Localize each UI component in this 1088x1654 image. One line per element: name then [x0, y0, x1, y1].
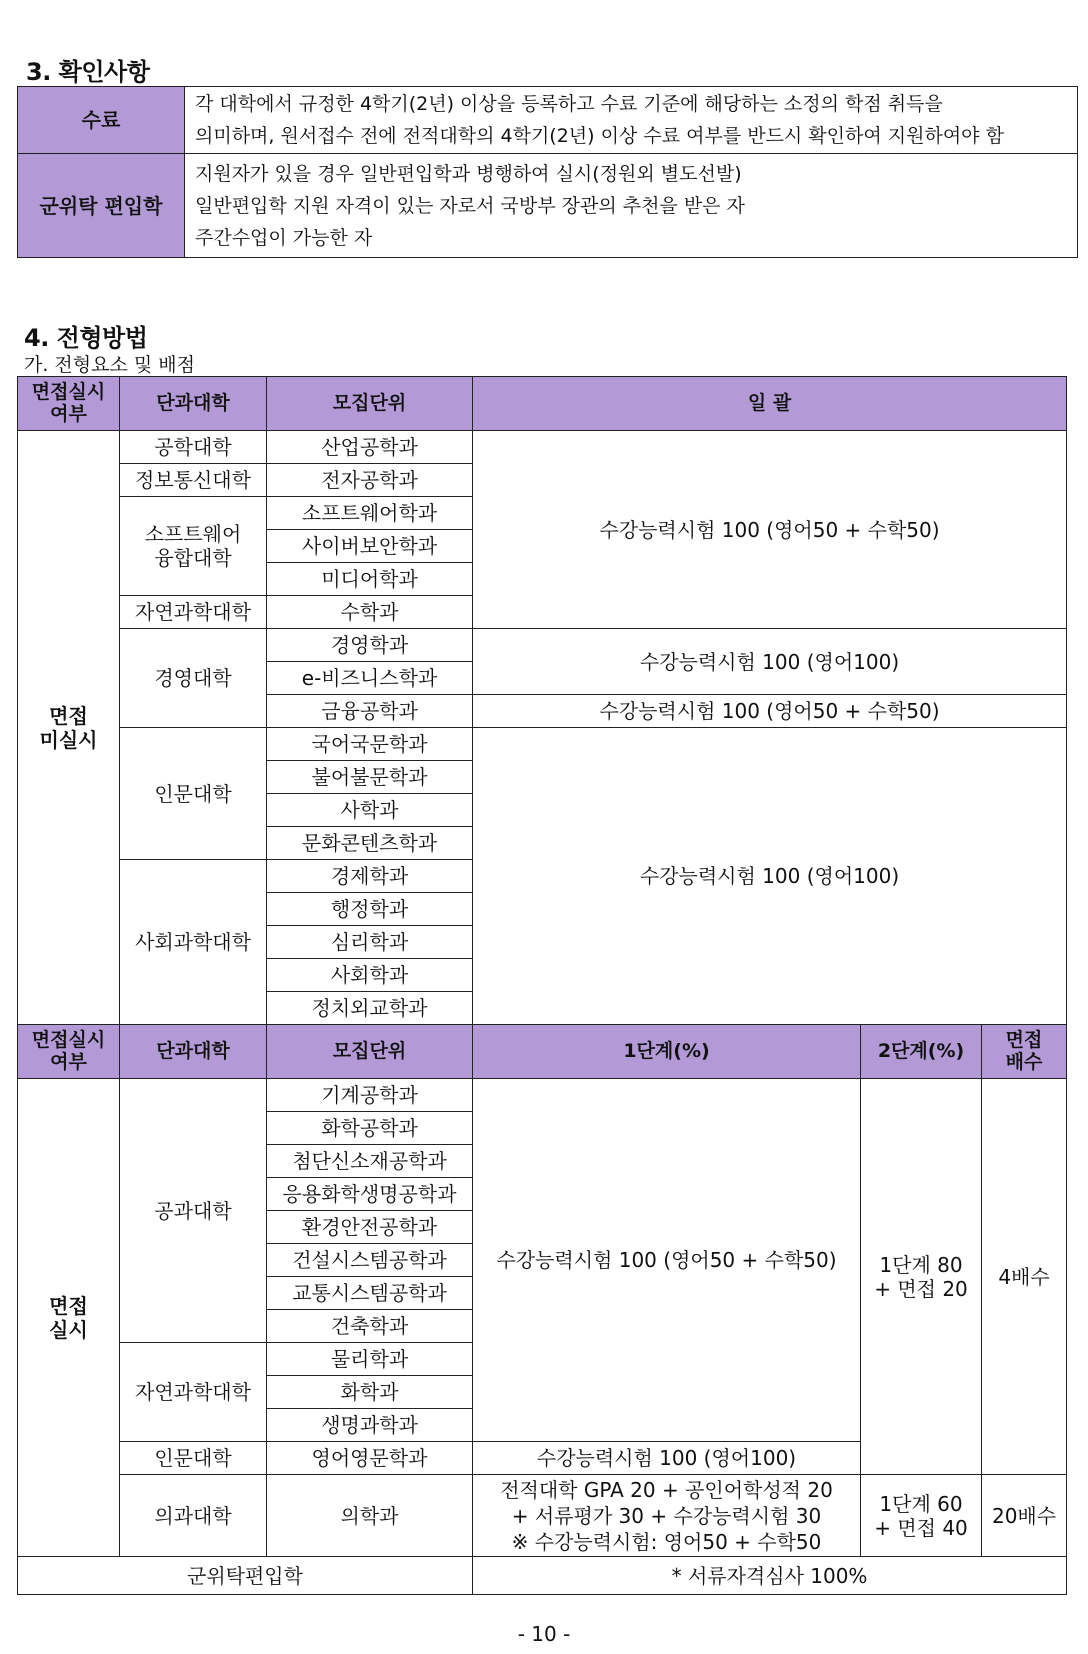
- college-cell: 공학대학: [120, 431, 267, 464]
- table-header-row: [18, 1025, 1067, 1079]
- unit-cell: 정치외교학과: [267, 992, 473, 1025]
- unit-cell: 영어영문학과: [267, 1442, 473, 1475]
- unit-cell: 행정학과: [267, 893, 473, 926]
- unit-cell: 기계공학과: [267, 1079, 473, 1112]
- header-multiple: 면접 배수: [982, 1025, 1067, 1079]
- unit-cell: 수학과: [267, 596, 473, 629]
- multiple-cell: 4배수: [982, 1079, 1067, 1475]
- interview-label: 면접 실시: [18, 1079, 120, 1557]
- unit-cell: 문화콘텐츠학과: [267, 827, 473, 860]
- unit-cell: 화학공학과: [267, 1112, 473, 1145]
- text-line: 의미하며, 원서접수 전에 전적대학의 4학기(2년) 이상 수료 여부를 반드시 확인하여 지원하여야 함: [195, 125, 1004, 147]
- unit-cell: 경제학과: [267, 860, 473, 893]
- college-cell: 인문대학: [120, 1442, 267, 1475]
- college-cell: 사회과학대학: [120, 860, 267, 1025]
- unit-cell: 건축학과: [267, 1310, 473, 1343]
- page-number: - 10 -: [517, 1622, 571, 1646]
- college-cell: 경영대학: [120, 629, 267, 728]
- table-row: [18, 1475, 1067, 1557]
- completion-description: [185, 87, 1078, 154]
- unit-cell: 교통시스템공학과: [267, 1277, 473, 1310]
- unit-cell: 전자공학과: [267, 464, 473, 497]
- text-line: 일반편입학 지원 자격이 있는 자로서 국방부 장관의 추천을 받은 자: [195, 194, 745, 217]
- stage1-cell: 수강능력시험 100 (영어100): [473, 1442, 861, 1475]
- college-cell: 의과대학: [120, 1475, 267, 1557]
- table-header-row: [18, 377, 1067, 431]
- unit-cell: 사이버보안학과: [267, 530, 473, 563]
- unit-cell: 미디어학과: [267, 563, 473, 596]
- unit-cell: 소프트웨어학과: [267, 497, 473, 530]
- table-row: [18, 1557, 1067, 1595]
- method-cell: 수강능력시험 100 (영어100): [473, 728, 1067, 1025]
- unit-cell: 첨단신소재공학과: [267, 1145, 473, 1178]
- stage2-cell: 1단계 60 + 면접 40: [861, 1475, 982, 1557]
- section-3-title: 3. 확인사항: [26, 58, 150, 86]
- military-description: [185, 154, 1078, 258]
- military-label: 군위탁편입학: [18, 1557, 473, 1595]
- text-line: 각 대학에서 규정한 4학기(2년) 이상을 등록하고 수료 기준에 해당하는 소정의 학점 취득을: [195, 93, 943, 115]
- text-line: 주간수업이 가능한 자: [195, 226, 373, 249]
- header-stage1: 1단계(%): [473, 1025, 861, 1079]
- unit-cell: 산업공학과: [267, 431, 473, 464]
- unit-cell: 화학과: [267, 1376, 473, 1409]
- unit-cell: 의학과: [267, 1475, 473, 1557]
- confirmation-table: [17, 86, 1078, 258]
- college-cell: 공과대학: [120, 1079, 267, 1343]
- table-row: [18, 629, 1067, 662]
- header-stage2: 2단계(%): [861, 1025, 982, 1079]
- header-unit: 모집단위: [267, 1025, 473, 1079]
- stage2-cell: 1단계 80 + 면접 20: [861, 1079, 982, 1475]
- college-cell: 자연과학대학: [120, 1343, 267, 1442]
- unit-cell: 사학과: [267, 794, 473, 827]
- table-row: [18, 87, 1078, 154]
- section-4-subtitle: 가. 전형요소 및 배점: [24, 354, 195, 376]
- military-method: * 서류자격심사 100%: [473, 1557, 1067, 1595]
- college-cell: 인문대학: [120, 728, 267, 860]
- header-unit: 모집단위: [267, 377, 473, 431]
- unit-cell: 사회학과: [267, 959, 473, 992]
- unit-cell: 경영학과: [267, 629, 473, 662]
- unit-cell: 불어불문학과: [267, 761, 473, 794]
- college-cell: 정보통신대학: [120, 464, 267, 497]
- text-line: 지원자가 있을 경우 일반편입학과 병행하여 실시(정원외 별도선발): [195, 162, 742, 185]
- header-interview: 면접실시 여부: [18, 377, 120, 431]
- college-cell: 소프트웨어 융합대학: [120, 497, 267, 596]
- method-cell: 수강능력시험 100 (영어100): [473, 629, 1067, 695]
- method-cell: 수강능력시험 100 (영어50 + 수학50): [473, 431, 1067, 629]
- header-method: 일 괄: [473, 377, 1067, 431]
- no-interview-label: 면접 미실시: [18, 431, 120, 1025]
- unit-cell: 심리학과: [267, 926, 473, 959]
- college-cell: 자연과학대학: [120, 596, 267, 629]
- row-label-completion: 수료: [18, 87, 185, 154]
- selection-method-table: [17, 376, 1067, 1595]
- unit-cell: 응용화학생명공학과: [267, 1178, 473, 1211]
- unit-cell: 생명과학과: [267, 1409, 473, 1442]
- method-cell: 수강능력시험 100 (영어50 + 수학50): [473, 695, 1067, 728]
- unit-cell: 금융공학과: [267, 695, 473, 728]
- unit-cell: 국어국문학과: [267, 728, 473, 761]
- header-college: 단과대학: [120, 1025, 267, 1079]
- stage1-cell: 전적대학 GPA 20 + 공인어학성적 20 + 서류평가 30 + 수강능력시험 30 ※ 수강능력시험: 영어50 + 수학50: [473, 1475, 861, 1557]
- row-label-military: 군위탁 편입학: [18, 154, 185, 258]
- table-row: [18, 431, 1067, 464]
- table-row: [18, 728, 1067, 761]
- section-4-title: 4. 전형방법: [24, 324, 148, 352]
- stage1-cell: 수강능력시험 100 (영어50 + 수학50): [473, 1079, 861, 1442]
- header-interview: 면접실시 여부: [18, 1025, 120, 1079]
- multiple-cell: 20배수: [982, 1475, 1067, 1557]
- table-row: [18, 154, 1078, 258]
- unit-cell: 물리학과: [267, 1343, 473, 1376]
- unit-cell: 환경안전공학과: [267, 1211, 473, 1244]
- unit-cell: e-비즈니스학과: [267, 662, 473, 695]
- unit-cell: 건설시스템공학과: [267, 1244, 473, 1277]
- table-row: [18, 1079, 1067, 1112]
- header-college: 단과대학: [120, 377, 267, 431]
